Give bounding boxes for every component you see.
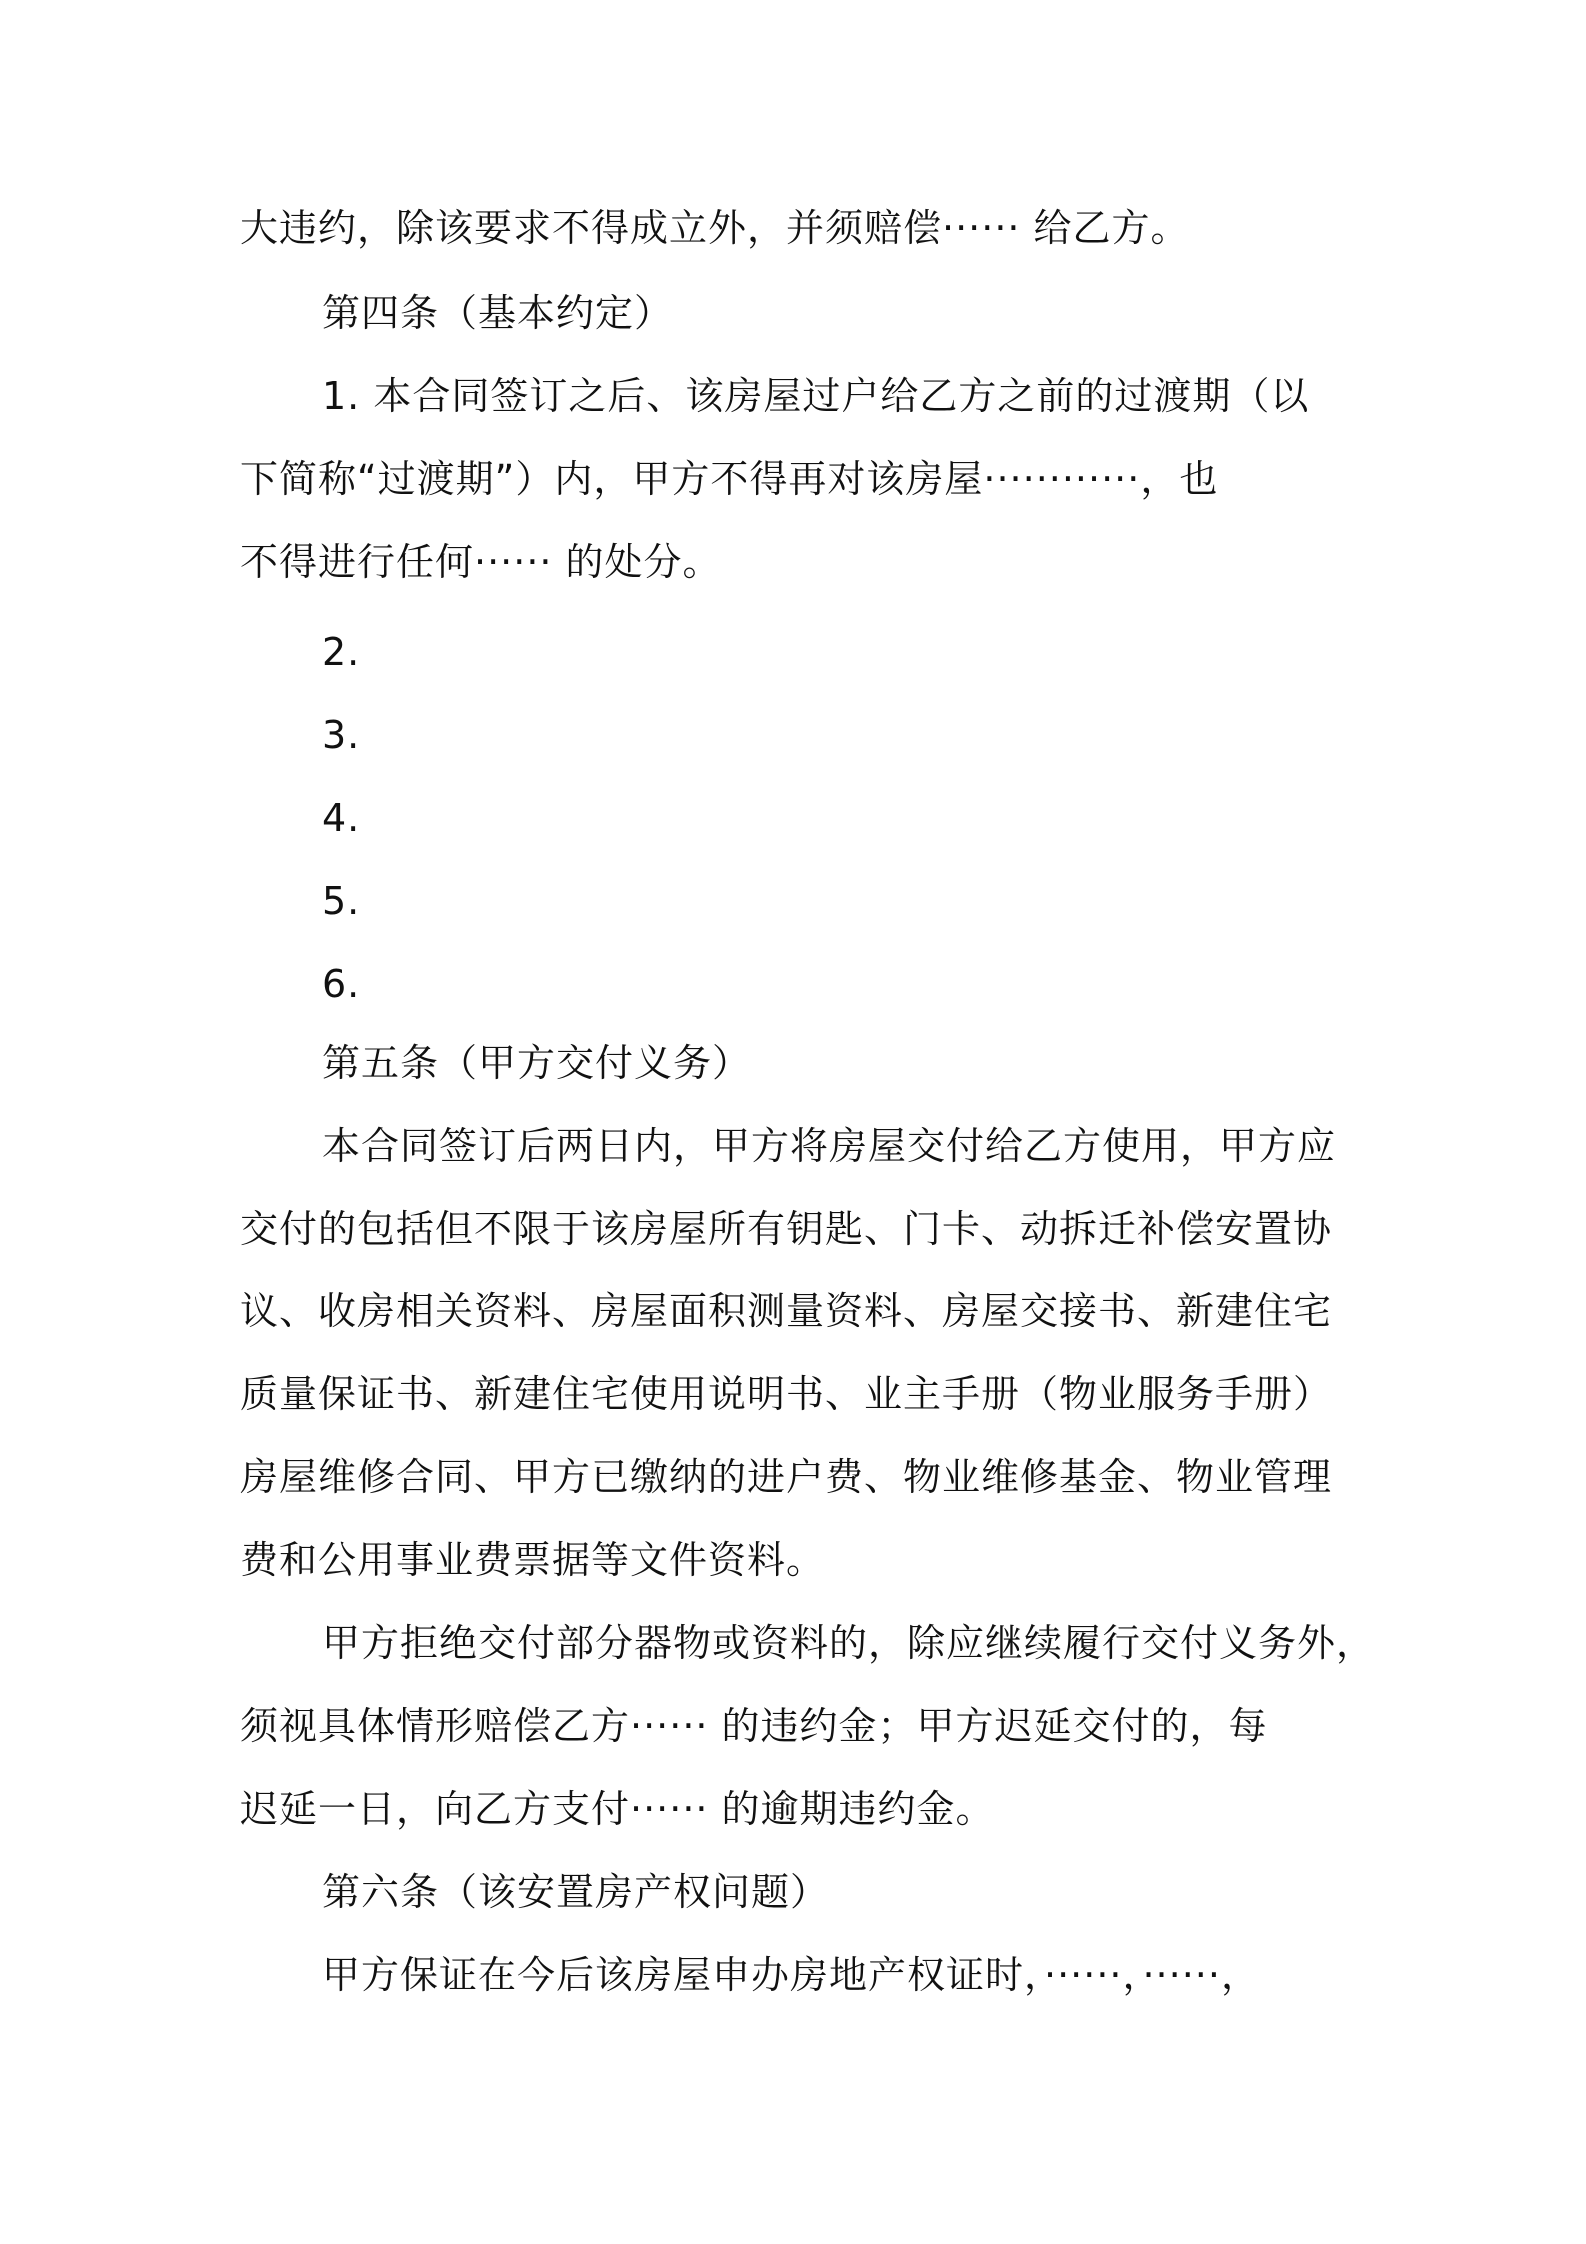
text-line: 甲方保证在今后该房屋申办房地产权证时，······，······，: [322, 1953, 1260, 1997]
article-5-heading: 第五条（甲方交付义务）: [322, 1041, 752, 1085]
list-item: 2.: [322, 630, 361, 674]
text-line: 大违约，除该要求不得成立外，并须赔偿······ 给乙方。: [240, 206, 1190, 250]
article-4-heading: 第四条（基本约定）: [322, 291, 674, 335]
text-line: 不得进行任何······ 的处分。: [240, 540, 722, 584]
text-line: 迟延一日，向乙方支付······ 的逾期违约金。: [240, 1787, 995, 1831]
list-item: 5.: [322, 879, 361, 923]
text-line: 甲方拒绝交付部分器物或资料的，除应继续履行交付义务外，: [322, 1621, 1376, 1665]
text-line: 交付的包括但不限于该房屋所有钥匙、门卡、动拆迁补偿安置协: [240, 1207, 1333, 1251]
list-item: 6.: [322, 962, 361, 1006]
article-6-heading: 第六条（该安置房产权问题）: [322, 1870, 830, 1914]
text-line: 本合同签订后两日内，甲方将房屋交付给乙方使用，甲方应: [322, 1124, 1337, 1168]
list-item: 4.: [322, 796, 361, 840]
text-line: 房屋维修合同、甲方已缴纳的进户费、物业维修基金、物业管理: [240, 1455, 1333, 1499]
text-line: 须视具体情形赔偿乙方······ 的违约金；甲方迟延交付的，每: [240, 1704, 1268, 1748]
text-line: 议、收房相关资料、房屋面积测量资料、房屋交接书、新建住宅: [240, 1289, 1333, 1333]
text-line: 下简称“过渡期”）内，甲方不得再对该房屋············，也: [240, 457, 1219, 501]
text-line: 质量保证书、新建住宅使用说明书、业主手册（物业服务手册）: [240, 1372, 1333, 1416]
text-line: 费和公用事业费票据等文件资料。: [240, 1538, 826, 1582]
text-line: 1. 本合同签订之后、该房屋过户给乙方之前的过渡期（以: [322, 374, 1310, 418]
list-item: 3.: [322, 713, 361, 757]
